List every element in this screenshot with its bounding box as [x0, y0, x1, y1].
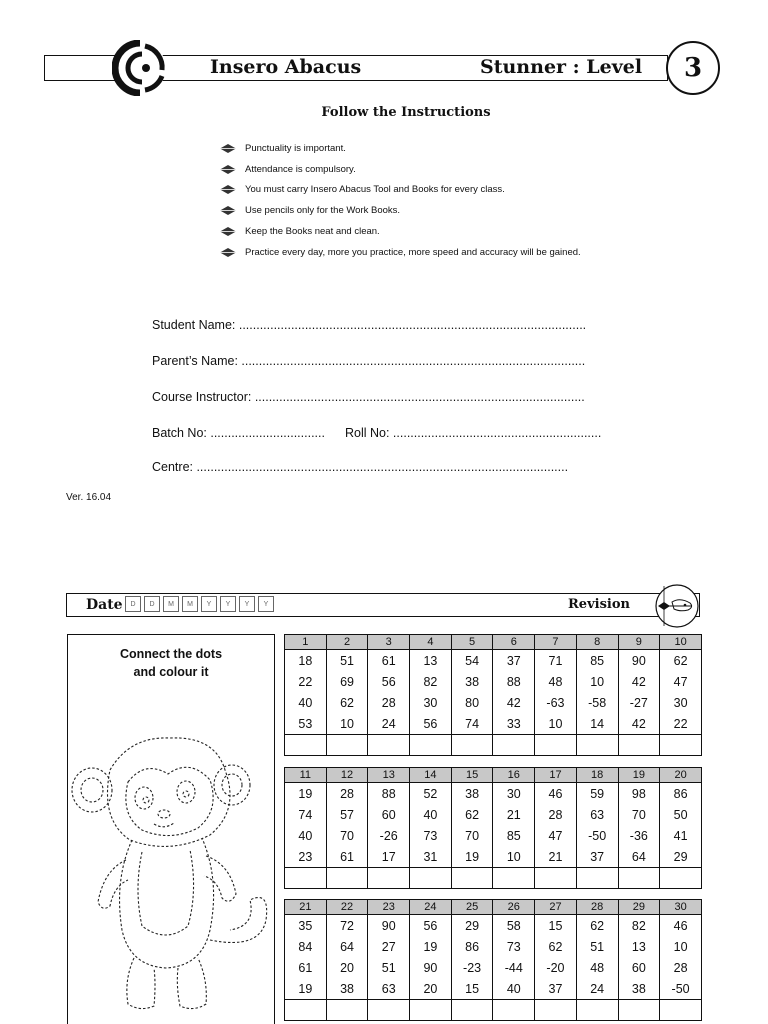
date-box[interactable]: Y: [239, 596, 255, 612]
sum-value: 35: [285, 915, 327, 937]
sum-value: 38: [451, 671, 493, 692]
sum-value: -27: [618, 692, 660, 713]
sum-value: 85: [576, 650, 618, 672]
sum-value: 22: [285, 671, 327, 692]
sum-value: 40: [285, 825, 327, 846]
sum-value: 10: [535, 713, 577, 735]
answer-box[interactable]: [535, 868, 577, 889]
sum-value: 60: [368, 804, 410, 825]
sum-value: 60: [618, 957, 660, 978]
sum-value: 38: [326, 978, 368, 1000]
sum-value: 42: [493, 692, 535, 713]
instruction-item: [220, 242, 581, 263]
diamond-bullet-icon: [220, 185, 236, 194]
sum-value: 21: [535, 846, 577, 868]
sum-value: 64: [326, 936, 368, 957]
sum-value: 41: [660, 825, 702, 846]
question-number: 12: [326, 768, 368, 783]
sum-value: 30: [493, 783, 535, 805]
sum-value: 40: [410, 804, 452, 825]
answer-box[interactable]: [493, 868, 535, 889]
answer-box[interactable]: [368, 868, 410, 889]
sum-value: 37: [535, 978, 577, 1000]
revision-label: Revision: [568, 597, 630, 612]
sum-value: 84: [285, 936, 327, 957]
sum-value: 90: [368, 915, 410, 937]
revision-icon: [654, 583, 700, 629]
sum-value: 37: [576, 846, 618, 868]
sum-value: 24: [368, 713, 410, 735]
sum-value: 30: [660, 692, 702, 713]
question-number: 9: [618, 635, 660, 650]
question-number: 22: [326, 900, 368, 915]
answer-box[interactable]: [451, 735, 493, 756]
answer-box[interactable]: [618, 868, 660, 889]
answer-box[interactable]: [326, 868, 368, 889]
sum-value: 31: [410, 846, 452, 868]
sum-value: 63: [576, 804, 618, 825]
sum-value: 10: [326, 713, 368, 735]
diamond-bullet-icon: [220, 248, 236, 257]
answer-box[interactable]: [368, 735, 410, 756]
sum-value: 18: [285, 650, 327, 672]
question-number: 28: [576, 900, 618, 915]
sum-value: -50: [660, 978, 702, 1000]
sum-value: 72: [326, 915, 368, 937]
sum-value: 46: [660, 915, 702, 937]
sum-value: 86: [660, 783, 702, 805]
student-name-field[interactable]: Student Name: ....................................................................................................: [152, 318, 587, 332]
batch-no-field[interactable]: Batch No: .................................: [152, 426, 325, 440]
sum-value: 19: [285, 978, 327, 1000]
question-number: 18: [576, 768, 618, 783]
diamond-bullet-icon: [220, 165, 236, 174]
sum-value: -20: [535, 957, 577, 978]
question-number: 29: [618, 900, 660, 915]
sum-value: 40: [493, 978, 535, 1000]
sum-value: -50: [576, 825, 618, 846]
instructions-list: [220, 138, 581, 263]
sum-value: 27: [368, 936, 410, 957]
answer-box[interactable]: [285, 735, 327, 756]
sum-value: 19: [451, 846, 493, 868]
sum-value: 69: [326, 671, 368, 692]
instruction-text: Practice every day, more you practice, more speed and accuracy will be gained.: [245, 246, 581, 258]
question-number: 5: [451, 635, 493, 650]
question-number: 13: [368, 768, 410, 783]
question-number: 17: [535, 768, 577, 783]
question-number: 23: [368, 900, 410, 915]
question-number: 30: [660, 900, 702, 915]
sum-value: 19: [410, 936, 452, 957]
instruction-item: [220, 221, 581, 242]
sum-value: 47: [535, 825, 577, 846]
question-number: 20: [660, 768, 702, 783]
sum-value: 90: [618, 650, 660, 672]
sum-value: 48: [576, 957, 618, 978]
level-number-badge: 3: [666, 41, 720, 95]
answer-box[interactable]: [660, 735, 702, 756]
answer-box[interactable]: [618, 1000, 660, 1021]
sum-value: -36: [618, 825, 660, 846]
sum-value: 47: [660, 671, 702, 692]
sum-value: 48: [535, 671, 577, 692]
date-box[interactable]: M: [182, 596, 198, 612]
parent-name-field[interactable]: Parent’s Name: ...................................................................................................: [152, 354, 586, 368]
sum-value: 56: [368, 671, 410, 692]
date-box[interactable]: M: [163, 596, 179, 612]
sum-value: 62: [660, 650, 702, 672]
sum-value: 86: [451, 936, 493, 957]
brand-title: Insero Abacus: [210, 56, 362, 78]
question-number: 7: [535, 635, 577, 650]
sum-value: 53: [285, 713, 327, 735]
instruction-text: Punctuality is important.: [245, 142, 346, 154]
sum-value: 28: [535, 804, 577, 825]
sum-value: 56: [410, 713, 452, 735]
sum-value: 54: [451, 650, 493, 672]
answer-box[interactable]: [285, 868, 327, 889]
sum-value: 13: [410, 650, 452, 672]
sum-value: 80: [451, 692, 493, 713]
puzzle-title: [67, 645, 275, 681]
sum-value: 14: [576, 713, 618, 735]
puzzle-title-line-1: Connect the dots: [119, 647, 223, 661]
answer-box[interactable]: [660, 868, 702, 889]
question-number: 25: [451, 900, 493, 915]
instruction-item: [220, 200, 581, 221]
sum-value: 51: [326, 650, 368, 672]
sum-value: 85: [493, 825, 535, 846]
answer-box[interactable]: [618, 735, 660, 756]
sum-value: 30: [410, 692, 452, 713]
sum-value: 88: [368, 783, 410, 805]
sum-value: 20: [326, 957, 368, 978]
sum-value: 42: [618, 713, 660, 735]
question-number: 8: [576, 635, 618, 650]
sum-value: 51: [576, 936, 618, 957]
date-input-boxes: [125, 596, 277, 612]
sum-value: 13: [618, 936, 660, 957]
sum-value: 71: [535, 650, 577, 672]
question-number: 21: [285, 900, 327, 915]
sum-value: 10: [660, 936, 702, 957]
question-number: 15: [451, 768, 493, 783]
sum-value: 62: [576, 915, 618, 937]
answer-box[interactable]: [326, 1000, 368, 1021]
date-box[interactable]: Y: [220, 596, 236, 612]
sum-value: 19: [285, 783, 327, 805]
sum-value: 70: [618, 804, 660, 825]
sum-value: 74: [451, 713, 493, 735]
answer-box[interactable]: [660, 1000, 702, 1021]
answer-box[interactable]: [451, 868, 493, 889]
sum-value: 56: [410, 915, 452, 937]
sum-value: 28: [326, 783, 368, 805]
sum-value: 57: [326, 804, 368, 825]
sum-value: -63: [535, 692, 577, 713]
sum-value: 74: [285, 804, 327, 825]
monkey-dot-outline[interactable]: [70, 730, 275, 1020]
sum-value: 10: [576, 671, 618, 692]
sum-value: 64: [618, 846, 660, 868]
sum-value: 63: [368, 978, 410, 1000]
sum-value: 61: [368, 650, 410, 672]
sums-block-3: [284, 899, 702, 1021]
sum-value: 38: [451, 783, 493, 805]
question-number: 27: [535, 900, 577, 915]
sum-value: 10: [493, 846, 535, 868]
sum-value: 15: [535, 915, 577, 937]
answer-box[interactable]: [493, 735, 535, 756]
instruction-item: [220, 180, 581, 201]
question-number: 11: [285, 768, 327, 783]
sum-value: 62: [326, 692, 368, 713]
answer-box[interactable]: [410, 735, 452, 756]
sum-value: -23: [451, 957, 493, 978]
sum-value: 46: [535, 783, 577, 805]
sum-value: 82: [618, 915, 660, 937]
answer-box[interactable]: [576, 1000, 618, 1021]
date-box[interactable]: Y: [201, 596, 217, 612]
sum-value: 51: [368, 957, 410, 978]
date-label: Date: [86, 597, 123, 613]
sum-value: 28: [368, 692, 410, 713]
instruction-text: Attendance is compulsory.: [245, 163, 356, 175]
sum-value: 17: [368, 846, 410, 868]
question-number: 6: [493, 635, 535, 650]
sum-value: 90: [410, 957, 452, 978]
insero-logo-icon: [112, 40, 168, 96]
puzzle-title-line-2: and colour it: [133, 665, 209, 679]
roll-no-field[interactable]: Roll No: ............................................................: [345, 426, 602, 440]
sum-value: -44: [493, 957, 535, 978]
answer-box[interactable]: [535, 735, 577, 756]
sum-value: 62: [535, 936, 577, 957]
diamond-bullet-icon: [220, 206, 236, 215]
sum-value: -58: [576, 692, 618, 713]
instruction-item: [220, 138, 581, 159]
sum-value: 15: [451, 978, 493, 1000]
question-number: 26: [493, 900, 535, 915]
version-label: Ver. 16.04: [66, 492, 112, 503]
answer-box[interactable]: [285, 1000, 327, 1021]
instruction-text: You must carry Insero Abacus Tool and Books for every class.: [245, 184, 505, 196]
sum-value: 42: [618, 671, 660, 692]
diamond-bullet-icon: [220, 144, 236, 153]
sum-value: 73: [493, 936, 535, 957]
answer-box[interactable]: [326, 735, 368, 756]
question-number: 4: [410, 635, 452, 650]
answer-box[interactable]: [576, 868, 618, 889]
sum-value: 24: [576, 978, 618, 1000]
sum-value: 59: [576, 783, 618, 805]
date-box[interactable]: D: [125, 596, 141, 612]
answer-box[interactable]: [535, 1000, 577, 1021]
sum-value: 98: [618, 783, 660, 805]
answer-box[interactable]: [576, 735, 618, 756]
sum-value: 82: [410, 671, 452, 692]
question-number: 1: [285, 635, 327, 650]
sum-value: 29: [451, 915, 493, 937]
answer-box[interactable]: [410, 868, 452, 889]
sum-value: 23: [285, 846, 327, 868]
level-label: Stunner : Level: [480, 56, 643, 78]
sum-value: 40: [285, 692, 327, 713]
sum-value: 61: [326, 846, 368, 868]
question-number: 3: [368, 635, 410, 650]
sum-value: 70: [326, 825, 368, 846]
sum-value: 22: [660, 713, 702, 735]
instructions-title: Follow the Instructions: [321, 105, 491, 120]
sum-value: 50: [660, 804, 702, 825]
diamond-bullet-icon: [220, 227, 236, 236]
sum-value: 62: [451, 804, 493, 825]
date-box[interactable]: D: [144, 596, 160, 612]
instruction-text: Use pencils only for the Work Books.: [245, 205, 401, 217]
sums-block-2: [284, 767, 702, 889]
sum-value: 29: [660, 846, 702, 868]
sum-value: 38: [618, 978, 660, 1000]
question-number: 2: [326, 635, 368, 650]
sum-value: 20: [410, 978, 452, 1000]
answer-box[interactable]: [368, 1000, 410, 1021]
instruction-text: Keep the Books neat and clean.: [245, 226, 380, 238]
sum-value: 88: [493, 671, 535, 692]
sum-value: 28: [660, 957, 702, 978]
sum-value: 58: [493, 915, 535, 937]
sum-value: 33: [493, 713, 535, 735]
sum-value: -26: [368, 825, 410, 846]
answer-box[interactable]: [410, 1000, 452, 1021]
instruction-item: [220, 159, 581, 180]
sum-value: 73: [410, 825, 452, 846]
question-number: 16: [493, 768, 535, 783]
answer-box[interactable]: [493, 1000, 535, 1021]
question-number: 19: [618, 768, 660, 783]
sum-value: 37: [493, 650, 535, 672]
answer-box[interactable]: [451, 1000, 493, 1021]
course-instructor-field[interactable]: Course Instructor: ...............................................................................................: [152, 390, 585, 404]
centre-field[interactable]: Centre: ...........................................................................................................: [152, 460, 569, 474]
question-number: 24: [410, 900, 452, 915]
sums-block-1: [284, 634, 702, 756]
sum-value: 21: [493, 804, 535, 825]
sum-value: 70: [451, 825, 493, 846]
date-box[interactable]: Y: [258, 596, 274, 612]
question-number: 14: [410, 768, 452, 783]
question-number: 10: [660, 635, 702, 650]
sum-value: 52: [410, 783, 452, 805]
sum-value: 61: [285, 957, 327, 978]
